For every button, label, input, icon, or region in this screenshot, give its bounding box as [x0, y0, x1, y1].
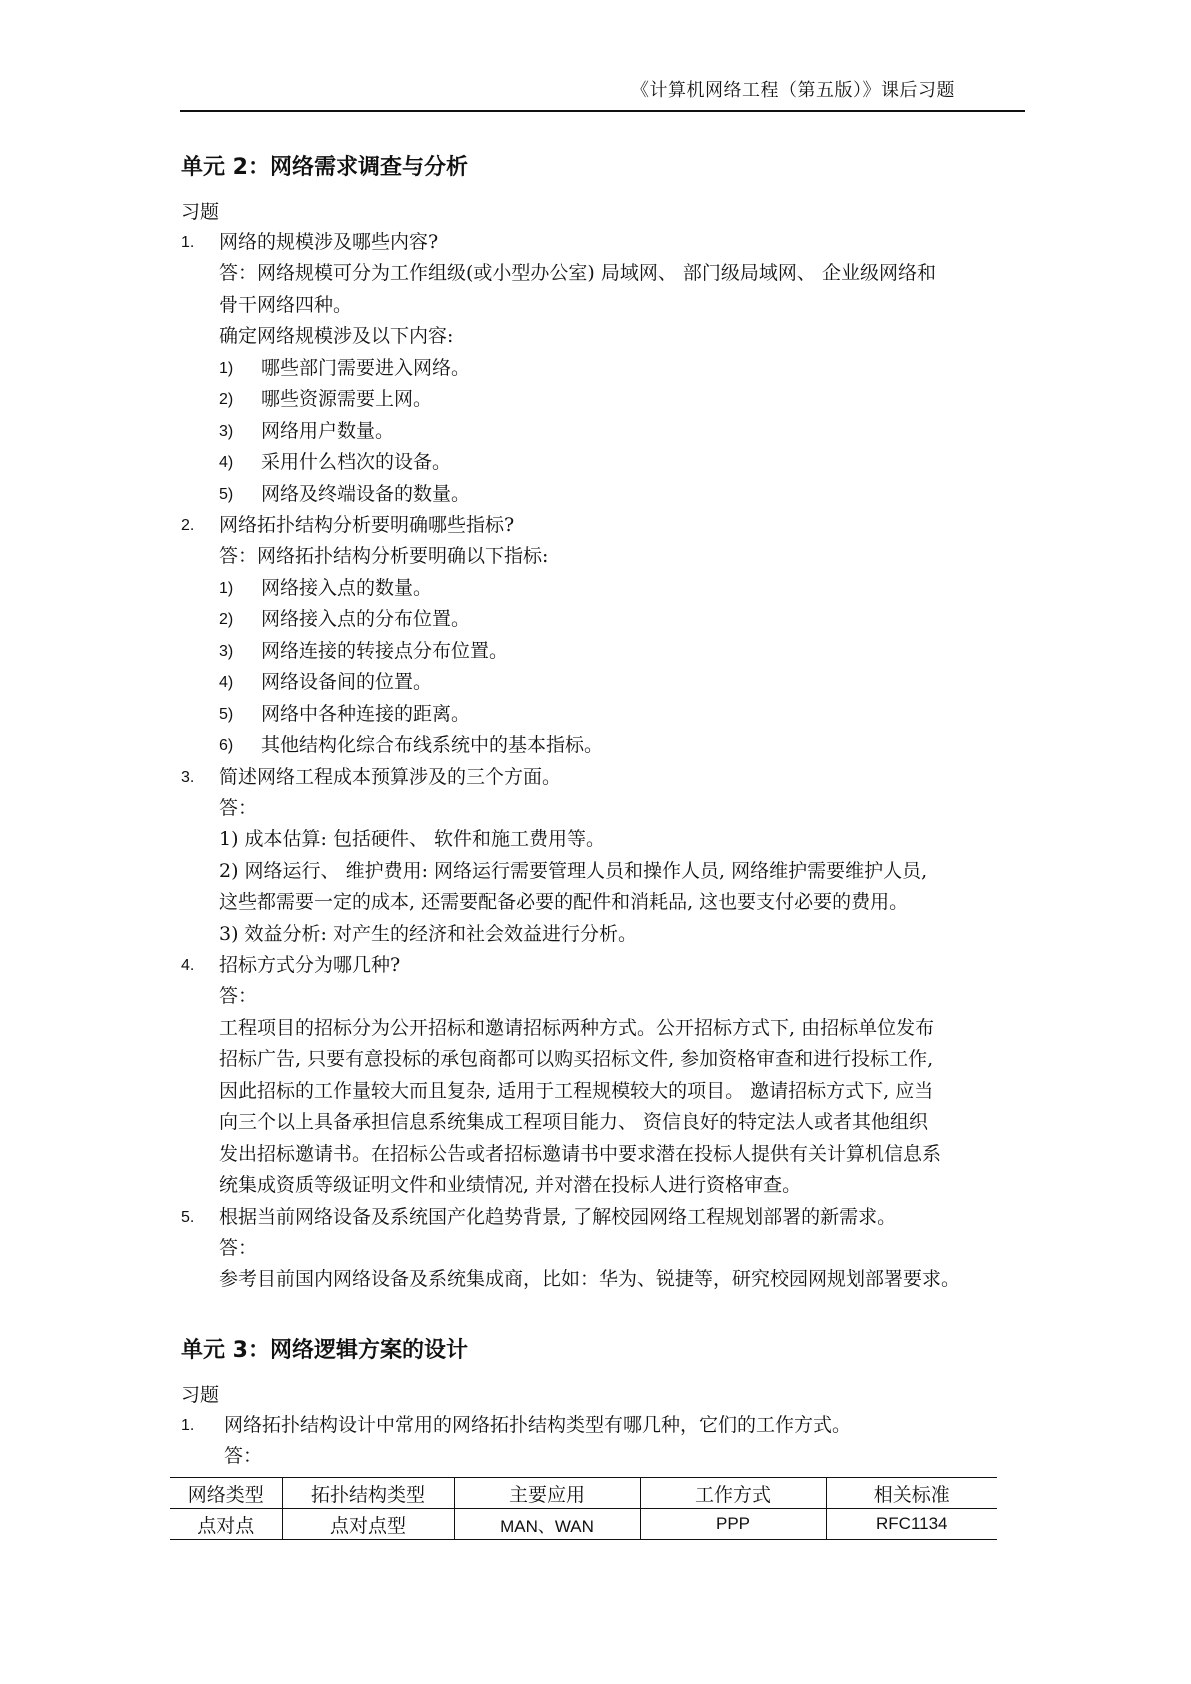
question-number: 1. — [181, 234, 195, 251]
list-number: 3) — [219, 422, 234, 440]
question-3 — [181, 762, 1021, 793]
list-item — [181, 699, 1021, 731]
answer-line: 因此招标的工作量较大而且复杂, 适用于工程规模较大的项目。 邀请招标方式下, 应当 — [219, 1079, 934, 1102]
question-number: 4. — [181, 957, 195, 974]
answer-line: 发出招标邀请书。在招标公告或者招标邀请书中要求潜在投标人提供有关计算机信息系 — [219, 1142, 942, 1165]
answer-point: 2) 网络运行、 维护费用: 网络运行需要管理人员和操作人员, 网络维护需要维护人员, — [219, 859, 928, 882]
topology-table — [170, 1477, 997, 1540]
question-1 — [181, 227, 1021, 258]
answer-line: 答：网络拓扑结构分析要明确以下指标: — [219, 545, 549, 567]
table-header-cell: 主要应用 — [454, 1478, 640, 1509]
answer-line: 答：网络规模可分为工作组级(或小型办公室) 局域网、 部门级局域网、 企业级网络和 — [219, 262, 936, 284]
question-text: 网络拓扑结构设计中常用的网络拓扑结构类型有哪几种，它们的工作方式。 — [224, 1413, 852, 1436]
question-text: 简述网络工程成本预算涉及的三个方面。 — [219, 765, 562, 788]
question-text: 网络的规模涉及哪些内容? — [219, 231, 439, 253]
answer-label: 答： — [224, 1444, 263, 1467]
list-item — [181, 667, 1021, 699]
page-header — [180, 70, 1025, 112]
question-text: 网络拓扑结构分析要明确哪些指标? — [219, 514, 515, 536]
question-text: 招标方式分为哪几种? — [219, 954, 401, 976]
list-number: 5) — [219, 485, 234, 503]
answer-point: 这些都需要一定的成本, 还需要配备必要的配件和消耗品, 这也要支付必要的费用。 — [219, 891, 909, 913]
table-cell: MAN、WAN — [454, 1509, 640, 1540]
list-number: 6) — [219, 737, 234, 754]
answer-line: 工程项目的招标分为公开招标和邀请招标两种方式。公开招标方式下, 由招标单位发布 — [219, 1016, 935, 1039]
list-item — [181, 353, 1021, 385]
list-number: 2) — [219, 391, 234, 408]
list-text: 网络连接的转接点分布位置。 — [261, 639, 509, 662]
section-gap — [181, 1296, 1021, 1336]
unit2-exercise-label: 习题 — [181, 201, 220, 223]
answer-line: 招标广告, 只要有意投标的承包商都可以购买招标文件, 参加资格审查和进行投标工作, — [219, 1048, 934, 1070]
answer-label: 答： — [219, 796, 258, 819]
question-number: 1. — [181, 1416, 195, 1434]
list-number: 2) — [219, 611, 234, 628]
table-row — [170, 1509, 997, 1540]
list-text: 哪些部门需要进入网络。 — [261, 356, 471, 379]
question-number: 2. — [181, 517, 195, 534]
question-5 — [181, 1202, 1021, 1233]
list-item — [181, 573, 1021, 605]
header-title: 《计算机网络工程（第五版）》课后习题 — [631, 80, 955, 101]
table-header-cell: 工作方式 — [640, 1478, 826, 1509]
list-number: 1) — [219, 579, 234, 597]
list-text: 网络中各种连接的距离。 — [261, 702, 471, 725]
answer-intro: 确定网络规模涉及以下内容: — [219, 325, 454, 347]
list-text: 网络用户数量。 — [261, 419, 395, 442]
list-item — [181, 604, 1021, 636]
table-cell: PPP — [640, 1509, 826, 1540]
table-header-cell: 拓扑结构类型 — [282, 1478, 454, 1509]
table-cell: RFC1134 — [826, 1509, 997, 1540]
unit3-title: 单元 3：网络逻辑方案的设计 — [181, 1337, 468, 1363]
list-number: 4) — [219, 454, 234, 471]
list-text: 网络及终端设备的数量。 — [261, 482, 471, 505]
answer-line: 骨干网络四种。 — [219, 293, 353, 316]
table-header-row — [170, 1478, 997, 1509]
document-body — [181, 153, 1021, 1472]
list-text: 采用什么档次的设备。 — [261, 451, 452, 473]
list-number: 4) — [219, 674, 234, 691]
list-number: 5) — [219, 705, 234, 723]
list-number: 3) — [219, 642, 234, 660]
unit3-exercise-label: 习题 — [181, 1383, 220, 1406]
list-text: 网络接入点的分布位置。 — [261, 608, 471, 630]
answer-point: 3) 效益分析: 对产生的经济和社会效益进行分析。 — [219, 922, 637, 945]
answer-point: 1) 成本估算: 包括硬件、 软件和施工费用等。 — [219, 828, 606, 850]
list-item — [181, 730, 1021, 762]
list-text: 哪些资源需要上网。 — [261, 388, 433, 410]
question-4 — [181, 950, 1021, 981]
list-item — [181, 447, 1021, 479]
question-number: 5. — [181, 1208, 195, 1226]
answer-line: 向三个以上具备承担信息系统集成工程项目能力、 资信良好的特定法人或者其他组织 — [219, 1111, 929, 1133]
list-item — [181, 416, 1021, 448]
table-header-cell: 网络类型 — [170, 1478, 282, 1509]
question-number: 3. — [181, 768, 195, 786]
answer-label: 答： — [219, 1236, 258, 1259]
table-cell: 点对点 — [170, 1509, 282, 1540]
answer-label: 答： — [219, 985, 258, 1007]
list-item — [181, 479, 1021, 511]
table-cell: 点对点型 — [282, 1509, 454, 1540]
list-item — [181, 636, 1021, 668]
answer-line: 统集成资质等级证明文件和业绩情况, 并对潜在投标人进行资格审查。 — [219, 1174, 802, 1196]
question-2 — [181, 510, 1021, 541]
list-number: 1) — [219, 359, 234, 377]
list-text: 网络接入点的数量。 — [261, 576, 433, 599]
table-header-cell: 相关标准 — [826, 1478, 997, 1509]
question-text: 根据当前网络设备及系统国产化趋势背景, 了解校园网络工程规划部署的新需求。 — [219, 1205, 897, 1228]
list-text: 网络设备间的位置。 — [261, 671, 433, 693]
list-text: 其他结构化综合布线系统中的基本指标。 — [261, 734, 604, 756]
unit3-question-1 — [181, 1410, 1021, 1441]
list-item — [181, 384, 1021, 416]
unit2-title: 单元 2：网络需求调查与分析 — [181, 155, 468, 180]
answer-line: 参考目前国内网络设备及系统集成商，比如：华为、锐捷等，研究校园网规划部署要求。 — [219, 1268, 961, 1290]
